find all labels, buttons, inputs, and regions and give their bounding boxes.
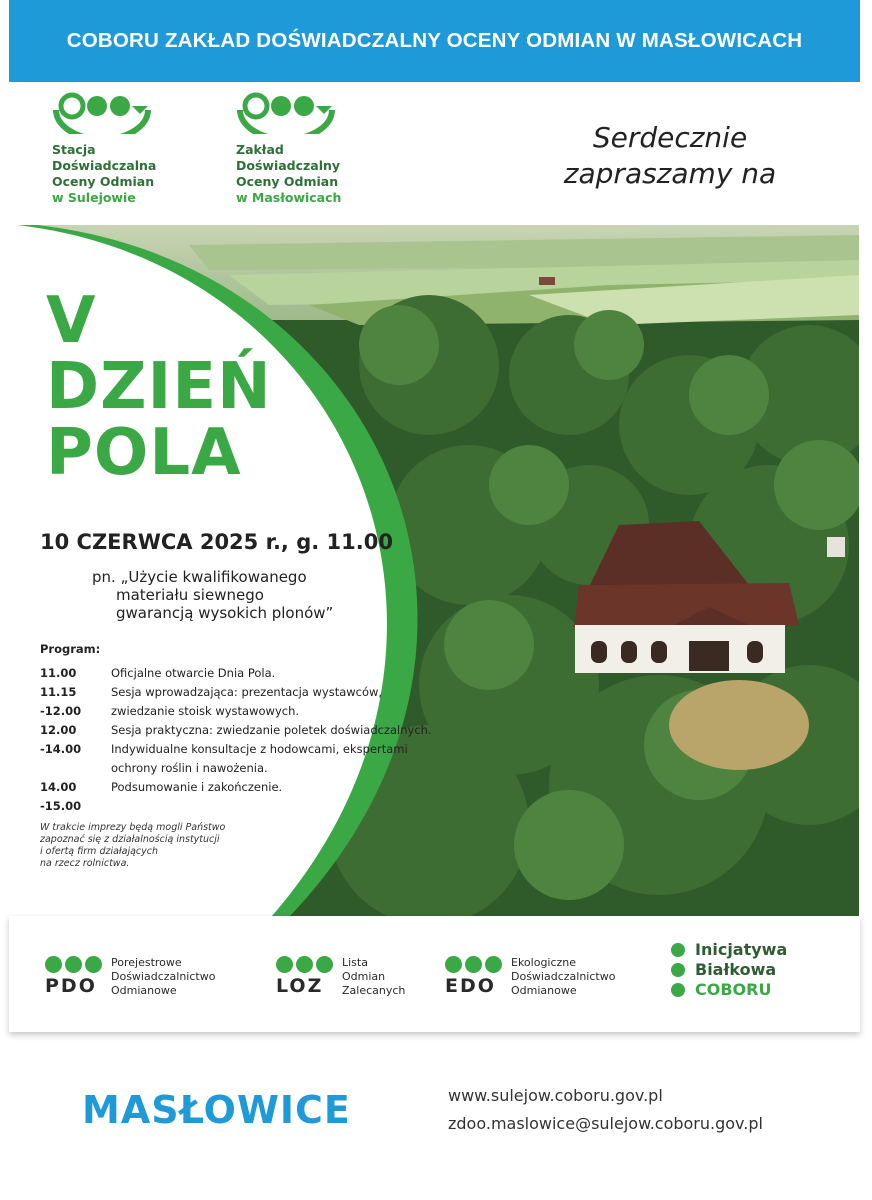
program-desc: Indywidualne konsultacje z hodowcami, ekspertami (111, 742, 408, 756)
event-title-line: POLA (46, 416, 242, 490)
dots-icon (445, 956, 505, 973)
email-link[interactable]: zdoo.maslowice@sulejow.coboru.gov.pl (448, 1114, 763, 1133)
dots-icon (45, 956, 105, 973)
program-desc: zwiedzanie stoisk wystawowych. (111, 704, 300, 718)
dot-icon (671, 983, 685, 997)
note-line: W trakcie imprezy będą mogli Państwo (40, 822, 226, 833)
program-item (40, 721, 440, 778)
coboru-logo-icon (236, 92, 336, 134)
logo-sulejow (52, 92, 202, 206)
website-link[interactable]: www.sulejow.coboru.gov.pl (448, 1086, 663, 1105)
dot-icon (671, 943, 685, 957)
partner-line: Porejestrowe (111, 956, 182, 969)
event-date: 10 CZERWCA 2025 r., g. 11.00 (40, 530, 393, 554)
partner-line: Odmianowe (511, 984, 577, 997)
program-item (40, 683, 440, 721)
partner-abbr: PDO (45, 975, 97, 997)
program-time: 11.00 (40, 666, 77, 680)
event-title (46, 284, 272, 490)
program-label: Program: (40, 642, 101, 656)
invitation-text (520, 120, 820, 192)
partner-line: Ekologiczne (511, 956, 577, 969)
initiative-line: Białkowa (695, 960, 777, 979)
program-item (40, 664, 440, 683)
initiative-line: Inicjatywa (695, 940, 788, 959)
partner-line: Lista (342, 956, 368, 969)
event-title-line: V (46, 284, 97, 358)
program-desc: Podsumowanie i zakończenie. (111, 780, 283, 794)
program-desc: Oficjalne otwarcie Dnia Pola. (111, 666, 276, 680)
partner-abbr: LOZ (276, 975, 324, 997)
partner-line: Odmian (342, 970, 386, 983)
program-time: 11.15 -12.00 (40, 685, 82, 718)
note-line: zapoznać się z działalnością instytucji (40, 834, 220, 845)
program-desc: Sesja wprowadzająca: prezentacja wystawców, (111, 685, 383, 699)
dots-icon (276, 956, 336, 973)
initiative-line: COBORU (695, 980, 772, 999)
logo-place: w Masłowicach (236, 190, 342, 205)
program-item (40, 778, 440, 816)
top-banner (9, 0, 860, 82)
partner-line: Odmianowe (111, 984, 177, 997)
program-list (40, 664, 440, 816)
event-note (40, 822, 270, 870)
logo-place: w Sulejowie (52, 190, 136, 205)
banner-title: COBORU ZAKŁAD DOŚWIADCZALNY OCENY ODMIAN W MASŁOWICACH (66, 29, 803, 52)
invite-line: Serdecznie (592, 121, 748, 154)
subtitle-line: materiału siewnego (116, 586, 264, 604)
logo-line: Oceny Odmian (52, 174, 155, 189)
subtitle-line: pn. „Użycie kwalifikowanego (92, 568, 307, 586)
partner-line: Zalecanych (342, 984, 406, 997)
subtitle-line: gwarancją wysokich plonów” (116, 604, 334, 622)
coboru-logo-icon (52, 92, 152, 134)
protein-initiative (671, 940, 787, 1000)
contact-info (448, 1082, 763, 1138)
program-time: 12.00 -14.00 (40, 723, 82, 756)
logo-line: Zakład (236, 142, 284, 157)
logo-line: Oceny Odmian (236, 174, 339, 189)
event-title-line: DZIEŃ (46, 350, 272, 424)
program-desc: ochrony roślin i nawożenia. (111, 761, 268, 775)
logo-line: Doświadczalna (52, 158, 157, 173)
logo-line: Doświadczalny (236, 158, 341, 173)
note-line: na rzecz rolnictwa. (40, 858, 130, 869)
city-name: MASŁOWICE (82, 1088, 351, 1132)
partners-strip (9, 916, 860, 1032)
dot-icon (671, 963, 685, 977)
program-time: 14.00 -15.00 (40, 780, 82, 813)
invite-line: zapraszamy na (563, 157, 777, 190)
partner-loz (276, 956, 405, 998)
partner-abbr: EDO (445, 975, 496, 997)
partner-pdo (45, 956, 215, 998)
partner-line: Doświadczalnictwo (511, 970, 616, 983)
partner-edo (445, 956, 615, 998)
logo-maslowice (236, 92, 386, 206)
program-desc: Sesja praktyczna: zwiedzanie poletek doświadczalnych. (111, 723, 432, 737)
event-subtitle (92, 568, 392, 622)
logo-line: Stacja (52, 142, 96, 157)
note-line: i ofertą firm działających (40, 846, 159, 857)
partner-line: Doświadczalnictwo (111, 970, 216, 983)
